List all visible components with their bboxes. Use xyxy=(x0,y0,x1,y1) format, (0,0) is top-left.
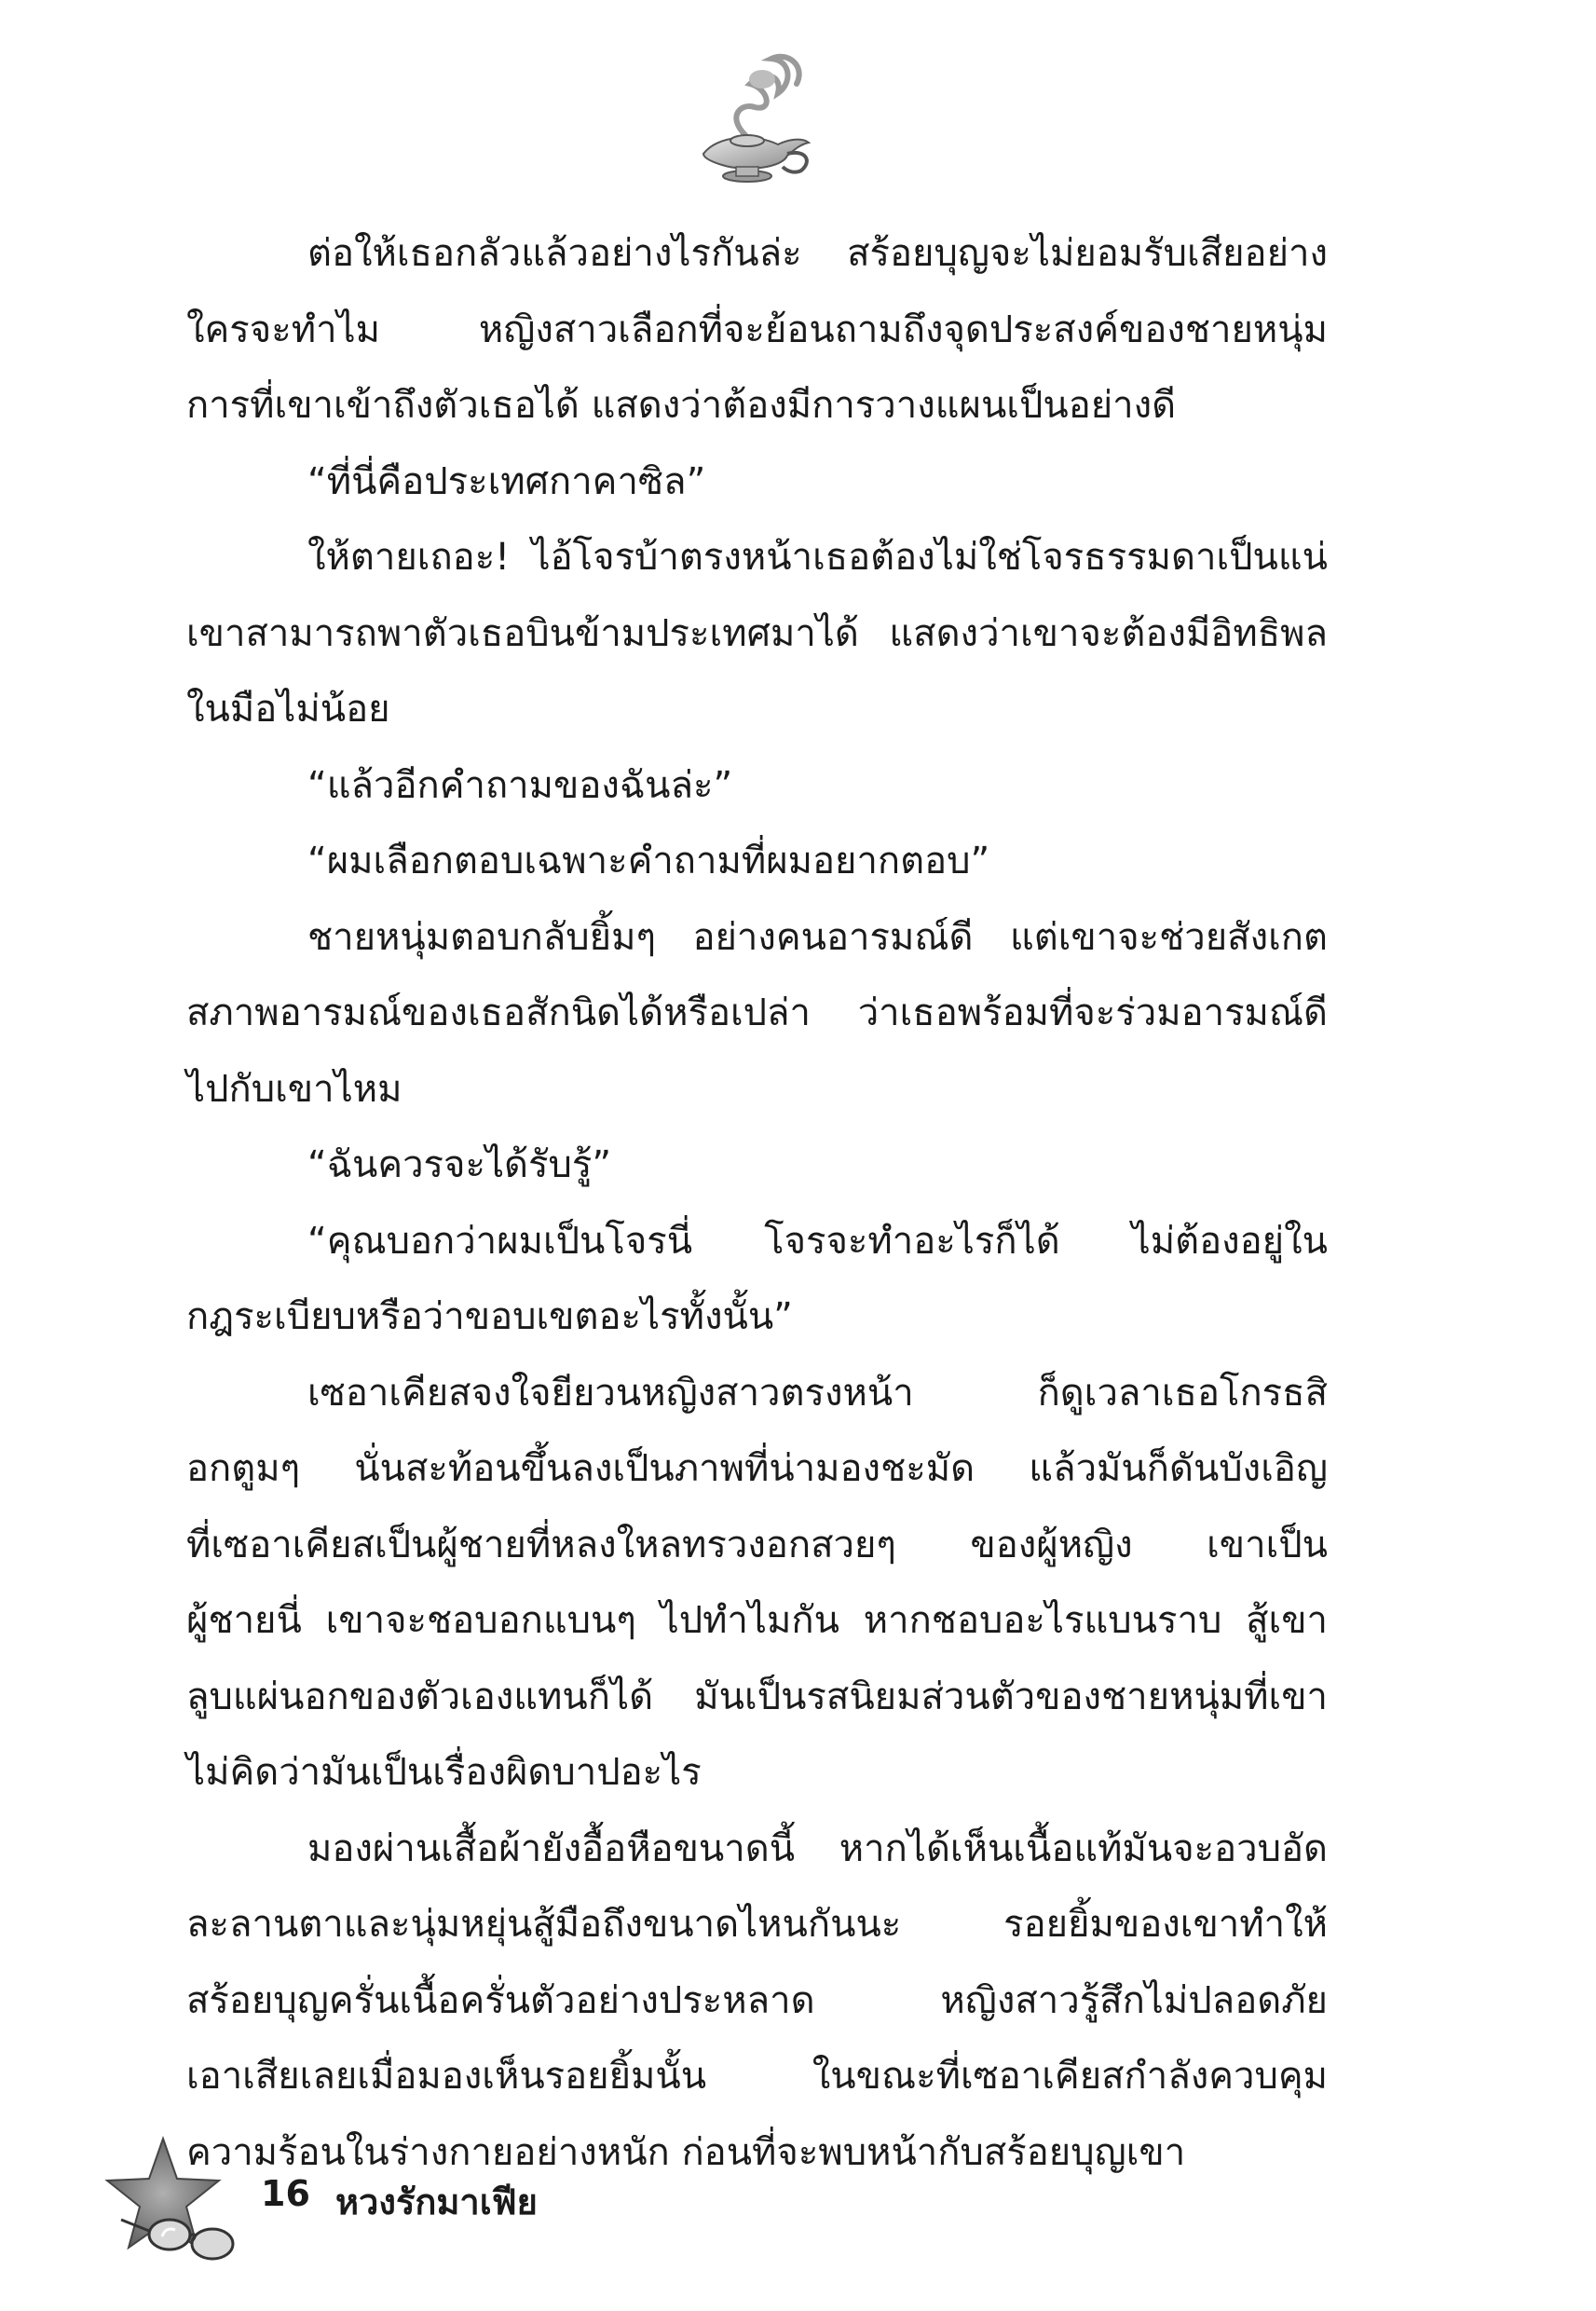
dialogue-paragraph xyxy=(186,748,1328,825)
text-line: ไปกับเขาไหม xyxy=(186,1067,402,1111)
page-footer xyxy=(93,2134,745,2274)
text-line: ละลานตาและนุ่มหยุ่นสู้มือถึงขนาดไหนกันนะ รอยยิ้มของเขาทำให้ xyxy=(186,1903,1328,1946)
text-line: “ฉันควรจะได้รับรู้” xyxy=(307,1143,612,1186)
narration-paragraph xyxy=(186,900,1328,1128)
text-line: เขาสามารถพาตัวเธอบินข้ามประเทศมาได้ แสดงว่าเขาจะต้องมีอิทธิพล xyxy=(186,611,1328,655)
text-line: มองผ่านเสื้อผ้ายังอื้อหือขนาดนี้ หากได้เห็นเนื้อแท้มันจะอวบอัด xyxy=(307,1826,1328,1870)
text-line: ชายหนุ่มตอบกลับยิ้มๆ อย่างคนอารมณ์ดี แต่เขาจะช่วยสังเกต xyxy=(307,915,1328,959)
genie-lamp-icon xyxy=(689,51,820,191)
text-line: เซอาเคียสจงใจยียวนหญิงสาวตรงหน้า ก็ดูเวลาเธอโกรธสิ xyxy=(307,1371,1328,1415)
text-line: สภาพอารมณ์ของเธอสักนิดได้หรือเปล่า ว่าเธอพร้อมที่จะร่วมอารมณ์ดี xyxy=(186,991,1328,1034)
text-line: การที่เขาเข้าถึงตัวเธอได้ แสดงว่าต้องมีการวางแผนเป็นอย่างดี xyxy=(186,384,1177,427)
text-line: “แล้วอีกคำถามของฉันล่ะ” xyxy=(307,763,733,807)
dialogue-paragraph xyxy=(186,444,1328,521)
book-title: หวงรักมาเฟีย xyxy=(335,2181,538,2222)
text-line: กฎระเบียบหรือว่าขอบเขตอะไรทั้งนั้น” xyxy=(186,1295,793,1338)
text-line: เอาเสียเลยเมื่อมองเห็นรอยยิ้มนั้น ในขณะที่เซอาเคียสกำลังควบคุม xyxy=(186,2055,1328,2098)
starfish-sunglasses-icon xyxy=(93,2134,261,2274)
text-line: ผู้ชายนี่ เขาจะชอบอกแบนๆ ไปทำไมกัน หากชอบอะไรแบนราบ สู้เขา xyxy=(186,1599,1328,1642)
text-line: ในมือไม่น้อย xyxy=(186,688,390,731)
text-line: ไม่คิดว่ามันเป็นเรื่องผิดบาปอะไร xyxy=(186,1751,702,1794)
narration-paragraph xyxy=(186,1356,1328,1812)
text-line: อกตูมๆ นั่นสะท้อนขึ้นลงเป็นภาพที่น่ามองชะมัด แล้วมันก็ดันบังเอิญ xyxy=(186,1447,1328,1490)
text-line: “ผมเลือกตอบเฉพาะคำถามที่ผมอยากตอบ” xyxy=(307,840,990,882)
dialogue-paragraph xyxy=(186,824,1328,900)
narration-paragraph xyxy=(186,520,1328,748)
text-line: ใครจะทำไม หญิงสาวเลือกที่จะย้อนถามถึงจุดประสงค์ของชายหนุ่ม xyxy=(186,308,1328,351)
text-line: ความร้อนในร่างกายอย่างหนัก ก่อนที่จะพบหน้ากับสร้อยบุญเขา xyxy=(186,2130,1186,2174)
dialogue-paragraph xyxy=(186,1128,1328,1204)
narration-paragraph xyxy=(186,216,1328,444)
text-line: ที่เซอาเคียสเป็นผู้ชายที่หลงใหลทรวงอกสวยๆ ของผู้หญิง เขาเป็น xyxy=(186,1523,1328,1566)
text-line: ลูบแผ่นอกของตัวเองแทนก็ได้ มันเป็นรสนิยมส่วนตัวของชายหนุ่มที่เขา xyxy=(186,1675,1328,1718)
text-line: ให้ตายเถอะ! ไอ้โจรบ้าตรงหน้าเธอต้องไม่ใช่โจรธรรมดาเป็นแน่ xyxy=(307,536,1328,579)
page-number: 16 xyxy=(261,2173,310,2214)
text-line: “ที่นี่คือประเทศกาคาซิล” xyxy=(307,459,706,503)
text-line: ต่อให้เธอกลัวแล้วอย่างไรกันล่ะ สร้อยบุญจะไม่ยอมรับเสียอย่าง xyxy=(307,232,1328,275)
narration-paragraph xyxy=(186,1204,1328,1356)
story-body xyxy=(186,216,1328,2191)
text-line: สร้อยบุญครั่นเนื้อครั่นตัวอย่างประหลาด หญิงสาวรู้สึกไม่ปลอดภัย xyxy=(186,1978,1328,2022)
text-line: “คุณบอกว่าผมเป็นโจรนี่ โจรจะทำอะไรก็ได้ ไม่ต้องอยู่ใน xyxy=(307,1219,1328,1263)
